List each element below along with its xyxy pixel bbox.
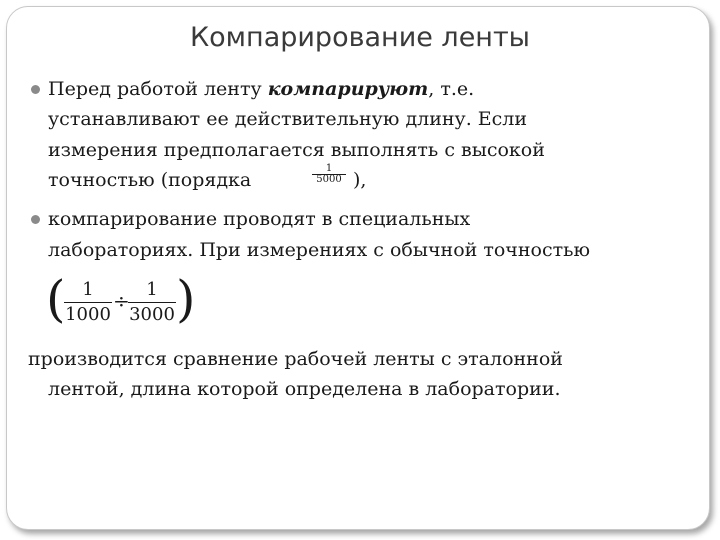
left-parenthesis: ( — [46, 270, 66, 328]
fraction-bar — [128, 302, 176, 303]
fraction-1-1000 — [64, 281, 112, 324]
bullet1-line3: измерения предполагается выполнять с высокой — [48, 139, 545, 161]
right-parenthesis: ) — [176, 270, 196, 328]
fraction-numerator: 1 — [146, 279, 158, 300]
fraction-numerator: 1 — [82, 279, 94, 300]
fraction-bar — [64, 302, 112, 303]
emphasized-term: компарируют — [267, 78, 429, 100]
fraction-numerator: 1 — [325, 163, 333, 174]
fraction-denominator: 1000 — [65, 304, 111, 325]
bullet-marker — [31, 85, 40, 94]
fraction-denominator: 5000 — [316, 174, 342, 185]
bullet1-line4-suffix: ), — [353, 169, 367, 191]
fraction-1-5000 — [312, 164, 346, 185]
bullet2-line2: лабораториях. При измерениях с обычной точностью — [48, 239, 590, 261]
bullet1-text: Перед работой ленту — [48, 78, 268, 100]
bullet2-line1: компарирование проводят в специальных — [48, 208, 471, 230]
bullet1-text-suffix: , т.е. — [428, 78, 475, 100]
bullet1-line2: устанавливают ее действительную длину. Если — [48, 108, 528, 130]
slide-title: Компарирование ленты — [189, 22, 531, 53]
bullet1-line4-prefix: точностью (порядка — [48, 169, 252, 191]
paragraph-line1: производится сравнение рабочей ленты с эталонной — [28, 348, 563, 370]
bullet1-line1 — [48, 77, 474, 101]
fraction-1-3000 — [128, 281, 176, 324]
division-operator: ÷ — [113, 289, 130, 313]
paragraph-line2: лентой, длина которой определена в лаборатории. — [48, 378, 561, 400]
fraction-denominator: 3000 — [129, 304, 175, 325]
bullet-marker — [31, 215, 40, 224]
